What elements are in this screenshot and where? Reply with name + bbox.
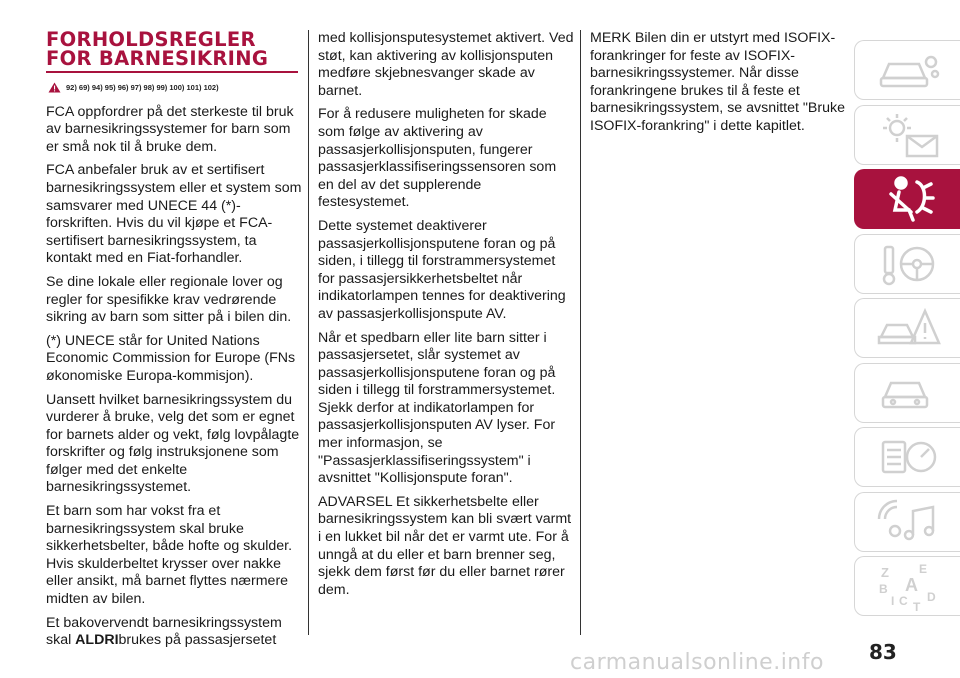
tab-safety[interactable]: [854, 169, 960, 229]
tab-specifications[interactable]: [854, 427, 960, 487]
key-steering-wheel-icon: [873, 239, 943, 289]
index-letter: E: [918, 562, 927, 576]
car-dashboard-icon: [873, 48, 943, 92]
paragraph: For å redusere muligheten for skade som følge av aktivering av passasjerkollisjonsputen, fungerer passasjerklassifiseringssensoren som en del av det supplerende festesystemet.: [318, 106, 557, 211]
paragraph-text: Et bakovervendt barnesikringssystem skal: [46, 614, 282, 649]
column-divider: [580, 30, 581, 635]
section-title-line-2: FOR BARNESIKRING: [46, 47, 269, 70]
tab-dashboard[interactable]: [854, 40, 960, 100]
tab-emergency[interactable]: [854, 298, 960, 358]
multimedia-music-icon: [873, 497, 943, 547]
warning-triangle-icon: [48, 82, 61, 93]
column-divider: [308, 30, 309, 635]
section-title: [46, 30, 302, 68]
index-letter: C: [898, 594, 908, 608]
tab-service[interactable]: [854, 363, 960, 423]
watermark: carmanualsonline.info: [570, 650, 824, 675]
tab-start-driving[interactable]: [854, 234, 960, 294]
index-letter: I: [890, 594, 894, 608]
chapter-tabs: [854, 40, 960, 621]
warning-paragraph: ADVARSEL Et sikkerhetsbelte eller barnesikringssystem kan bli svært varmt i en lukket bil når det er varmt ute. For å unngå at du eller et barn brenner seg, sjekk dem først før du eller barnet rører dem.: [318, 493, 572, 598]
paragraph: Et barn som har vokst fra et barnesikringssystem skal bruke sikkerhetsbelter, både hofte og skulder. Hvis skulderbeltet krysser over nakke eller ansikt, må barnet flyttes nærmere midten av bilen.: [46, 503, 293, 608]
warning-lights-message-icon: [873, 110, 943, 160]
paragraph-text: brukes på passasjersetet: [118, 632, 277, 649]
car-service-icon: [873, 371, 943, 415]
index-letter: D: [926, 590, 936, 604]
index-letter: B: [878, 582, 888, 596]
paragraph: FCA oppfordrer på det sterkeste til bruk av barnesikringssystemer for barn som er små nok til å bruke dem.: [46, 103, 294, 155]
reference-numbers: 92) 69) 94) 95) 96) 97) 98) 99) 100) 101) 102): [66, 83, 219, 92]
warning-references: [48, 79, 302, 97]
paragraph: [46, 615, 302, 650]
alphabetical-index-icon: [871, 559, 945, 613]
paragraph: FCA anbefaler bruk av et sertifisert barnesikringssystem eller et system som samsvarer med UNECE 44 (*)-forskriften. Hvis du vil kjøpe et FCA-sertifisert barnesikringssystem, ta kontakt med en Fiat-forhandler.: [46, 162, 302, 267]
paragraph: Uansett hvilket barnesikringssystem du vurderer å bruke, velg det som er egnet for barnets alder og vekt, følg lovpålagte forskrifter og følg instruksjonene som følger med det enkelte barnesikringssystemet.: [46, 391, 300, 496]
column-1: [46, 30, 302, 656]
column-2: [318, 30, 574, 605]
paragraph: Dette systemet deaktiverer passasjerkollisjonsputene foran og på siden, i tillegg til forstrammersystemet for passasjersikkerhetsbeltet når indikatorlampen tennes for deaktivering av passasjerkollisjonspute AV.: [318, 217, 566, 322]
tab-multimedia[interactable]: [854, 492, 960, 552]
car-warning-triangle-icon: [873, 303, 943, 353]
specifications-gauge-icon: [873, 432, 943, 482]
tab-warning-lights[interactable]: [854, 105, 960, 165]
paragraph: med kollisjonsputesystemet aktivert. Ved støt, kan aktivering av kollisjonsputen medføre skjebnesvanger skade av barnet.: [318, 30, 574, 99]
section-title-line-1: FORHOLDSREGLER: [46, 28, 256, 51]
title-underline: [46, 71, 298, 73]
column-3: [590, 30, 846, 142]
paragraph: Se dine lokale eller regionale lover og regler for spesifikke krav vedrørende sikring av barn som sitter på i bilen din.: [46, 273, 292, 326]
index-letter: A: [904, 575, 918, 595]
index-letter: T: [912, 600, 920, 613]
seat-airbag-icon: [873, 174, 943, 224]
page-number: 83: [869, 640, 897, 664]
paragraph: (*) UNECE står for United Nations Economic Commission for Europe (FNs økonomiske Europa-kommisjon).: [46, 332, 296, 384]
tab-index[interactable]: [854, 556, 960, 616]
index-letter: Z: [880, 565, 889, 580]
emphasis-never: ALDRI: [75, 632, 119, 649]
note-paragraph: MERK Bilen din er utstyrt med ISOFIX-forankringer for feste av ISOFIX-barnesikringssystemer. Når disse forankringene brukes til å feste et barnesikringssystem, se avsnittet "Bruke ISOFIX-forankring" i dette kapitlet.: [590, 30, 845, 134]
paragraph: Når et spedbarn eller lite barn sitter i passasjersetet, slår systemet av passasjerkollisjonsputene foran og på siden i tillegg til forstrammersystemet. Sjekk derfor at indikatorlampen for passasjerkollisjonsputen AV lyser. For mer informasjon, se "Passasjerklassifiseringssystem" i avsnittet "Kollisjonspute foran".: [318, 329, 556, 487]
